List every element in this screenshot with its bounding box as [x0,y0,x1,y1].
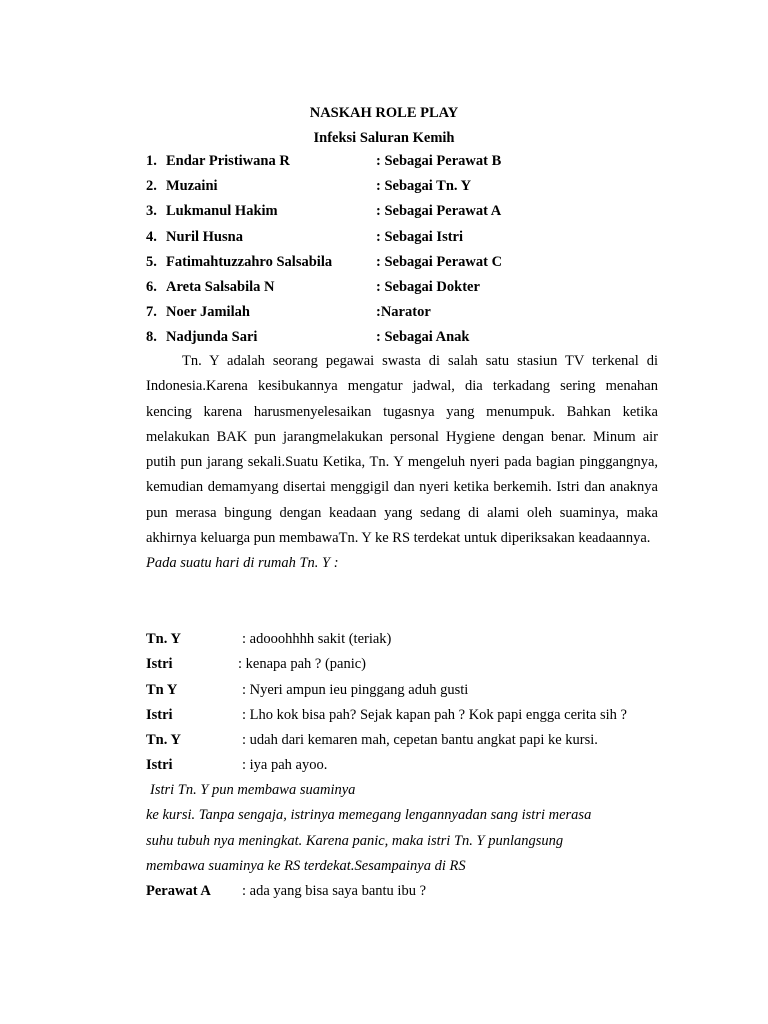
cast-name: Nadjunda Sari [166,329,258,345]
dialogue-line: : Lho kok bisa pah? Sejak kapan pah ? Kok papi engga cerita sih ? [242,707,627,723]
dialogue-line: : udah dari kemaren mah, cepetan bantu angkat papi ke kursi. [242,732,598,748]
dialogue-speaker: Istri [146,707,173,723]
cast-role: : Sebagai Tn. Y [376,178,472,194]
scene-heading: Pada suatu hari di rumah Tn. Y : [146,555,339,572]
cast-name: Noer Jamilah [166,304,250,320]
cast-name: Muzaini [166,178,218,194]
cast-name: Endar Pristiwana R [166,153,290,169]
dialogue-speaker: Tn. Y [146,631,181,647]
cast-role: : Sebagai Perawat B [376,153,502,169]
dialogue-line: : kenapa pah ? (panic) [238,656,367,672]
dialogue-line: : ada yang bisa saya bantu ibu ? [242,883,427,899]
cast-role: :Narator [376,304,431,320]
cast-number: 2. [146,178,157,194]
dialogue-line: : iya pah ayoo. [242,757,328,773]
dialogue-speaker: Perawat A [146,883,211,899]
cast-role: : Sebagai Dokter [376,279,480,295]
cast-name: Areta Salsabila N [166,279,275,295]
narration-line: suhu tubuh nya meningkat. Karena panic, maka istri Tn. Y punlangsung [146,833,564,849]
cast-role: : Sebagai Perawat A [376,203,502,219]
cast-role: : Sebagai Istri [376,229,463,245]
narration-line: Istri Tn. Y pun membawa suaminya [150,782,356,798]
dialogue-speaker: Istri [146,656,173,672]
dialogue-line: : Nyeri ampun ieu pinggang aduh gusti [242,682,469,698]
document-title: NASKAH ROLE PLAY [309,105,459,121]
dialogue-speaker: Istri [146,757,173,773]
narration-line: membawa suaminya ke RS terdekat.Sesampainya di RS [146,858,466,874]
cast-number: 3. [146,203,157,219]
dialogue-line: : adooohhhh sakit (teriak) [242,631,392,647]
cast-name: Lukmanul Hakim [166,203,278,219]
cast-number: 4. [146,229,157,245]
cast-role: : Sebagai Anak [376,329,470,345]
cast-name: Nuril Husna [166,229,243,245]
narration-line: ke kursi. Tanpa sengaja, istrinya memegang lengannyadan sang istri merasa [146,807,592,823]
cast-number: 7. [146,304,157,320]
cast-number: 8. [146,329,157,345]
intro-paragraph: Tn. Y adalah seorang pegawai swasta di salah satu stasiun TV terkenal di Indonesia.Karena kesibukannya mengatur jadwal, dia terkadang sering menahan kencing karena harusmenyelesaikan tugasnya yang menumpuk. Bahkan ketika melakukan BAK pun jarangmelakukan personal Hygiene dengan benar. Minum air putih pun jarang sekali.Suatu Ketika, Tn. Y mengeluh nyeri pada bagian pinggangnya, kemudian demamyang disertai menggigil dan nyeri ketika berkemih. Istri dan anaknya pun merasa bingung dengan keadaan yang sedang di alami oleh suaminya, maka akhirnya keluarga pun membawaTn. Y ke RS terdekat untuk diperiksakan keadaannya. [146,353,658,547]
cast-number: 1. [146,153,157,169]
intro-section [146,349,658,577]
dialogue-speaker: Tn. Y [146,732,181,748]
cast-number: 5. [146,254,157,270]
cast-role: : Sebagai Perawat C [376,254,503,270]
document-subtitle: Infeksi Saluran Kemih [313,130,455,146]
cast-name: Fatimahtuzzahro Salsabila [166,254,333,270]
dialogue-speaker: Tn Y [146,682,178,698]
cast-number: 6. [146,279,157,295]
